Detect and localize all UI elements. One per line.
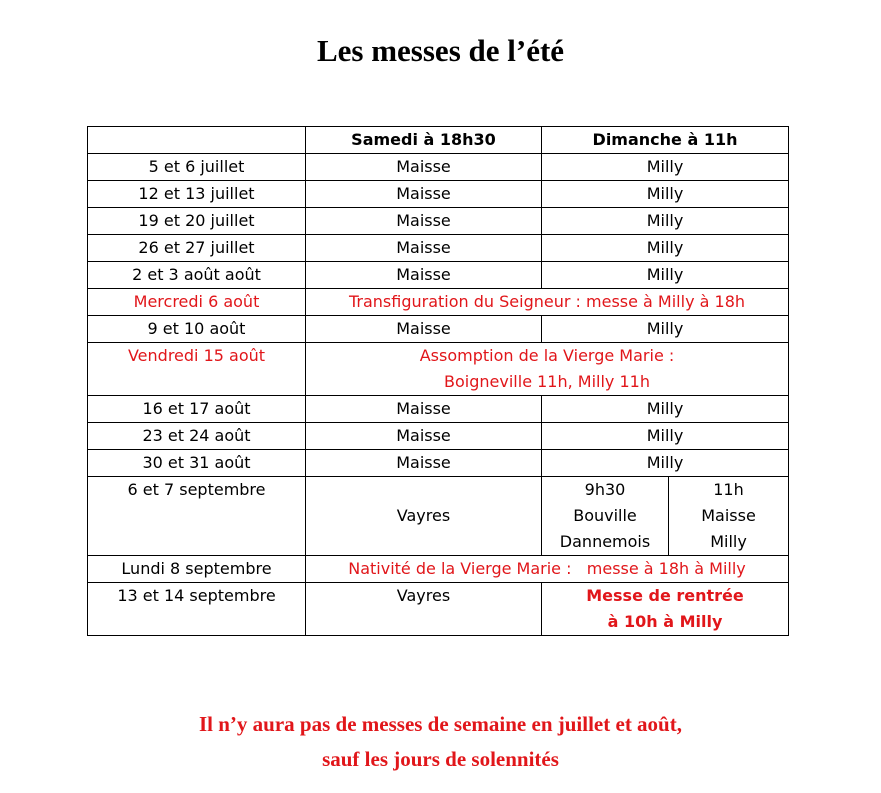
page-title: Les messes de l’été (316, 33, 565, 68)
sunday-late-time: 11h (713, 480, 744, 499)
row-saturday: Maisse (306, 423, 542, 450)
header-sunday: Dimanche à 11h (542, 127, 789, 154)
header-saturday: Samedi à 18h30 (306, 127, 542, 154)
table-row (88, 208, 789, 235)
row-feast-text: Nativité de la Vierge Marie : messe à 18h à Milly (306, 556, 789, 583)
row-date: 13 et 14 septembre (88, 583, 306, 636)
row-feast-text: Transfiguration du Seigneur : messe à Milly à 18h (306, 289, 789, 316)
row-sunday: Milly (542, 208, 789, 235)
row-sunday: Milly (542, 181, 789, 208)
row-date: 16 et 17 août (88, 396, 306, 423)
row-date: Mercredi 6 août (88, 289, 306, 316)
row-saturday: Maisse (306, 181, 542, 208)
table-header-row (88, 127, 789, 154)
row-sunday: Milly (542, 450, 789, 477)
feast-line-2: Boigneville 11h, Milly 11h (444, 372, 650, 391)
sunday-early-place-2: Dannemois (559, 532, 651, 551)
table-row (88, 316, 789, 343)
table-row (88, 477, 789, 556)
row-date: Vendredi 15 août (88, 343, 306, 396)
table-row-feast (88, 556, 789, 583)
row-date: 9 et 10 août (88, 316, 306, 343)
row-saturday: Vayres (306, 477, 542, 556)
row-date: 30 et 31 août (88, 450, 306, 477)
sunday-late-place-2: Milly (710, 532, 747, 551)
row-sunday-early (542, 477, 669, 556)
table-row (88, 235, 789, 262)
row-sunday: Milly (542, 396, 789, 423)
row-date: 2 et 3 août août (88, 262, 306, 289)
table-row-feast (88, 289, 789, 316)
mass-schedule-table (87, 126, 789, 636)
sunday-early-place-1: Bouville (573, 506, 637, 525)
row-date: 26 et 27 juillet (88, 235, 306, 262)
row-date: 5 et 6 juillet (88, 154, 306, 181)
table-row (88, 583, 789, 636)
row-saturday: Maisse (306, 316, 542, 343)
row-sunday: Milly (542, 423, 789, 450)
table-row-feast (88, 343, 789, 396)
table-row (88, 450, 789, 477)
row-date: 19 et 20 juillet (88, 208, 306, 235)
row-date: Lundi 8 septembre (88, 556, 306, 583)
row-saturday: Maisse (306, 154, 542, 181)
table-row (88, 181, 789, 208)
table-row (88, 423, 789, 450)
row-saturday: Maisse (306, 208, 542, 235)
table-row (88, 262, 789, 289)
feast-line-1: Assomption de la Vierge Marie : (419, 346, 675, 365)
rentree-line-1: Messe de rentrée (586, 586, 744, 605)
row-sunday-rentree (542, 583, 789, 636)
row-saturday: Vayres (306, 583, 542, 636)
row-sunday: Milly (542, 235, 789, 262)
row-saturday: Maisse (306, 450, 542, 477)
row-date: 6 et 7 septembre (88, 477, 306, 556)
row-feast-text (306, 343, 789, 396)
row-date: 23 et 24 août (88, 423, 306, 450)
header-date (88, 127, 306, 154)
note-line-1: Il n’y aura pas de messes de semaine en juillet et août, (199, 712, 682, 736)
row-date: 12 et 13 juillet (88, 181, 306, 208)
row-sunday-late (669, 477, 789, 556)
note-line-2: sauf les jours de solennités (322, 747, 559, 771)
table-row (88, 396, 789, 423)
row-saturday: Maisse (306, 262, 542, 289)
table-row (88, 154, 789, 181)
sunday-early-time: 9h30 (584, 480, 626, 499)
row-sunday: Milly (542, 154, 789, 181)
row-sunday: Milly (542, 262, 789, 289)
rentree-line-2: à 10h à Milly (607, 612, 723, 631)
row-sunday: Milly (542, 316, 789, 343)
row-saturday: Maisse (306, 235, 542, 262)
row-saturday: Maisse (306, 396, 542, 423)
sunday-late-place-1: Maisse (701, 506, 756, 525)
